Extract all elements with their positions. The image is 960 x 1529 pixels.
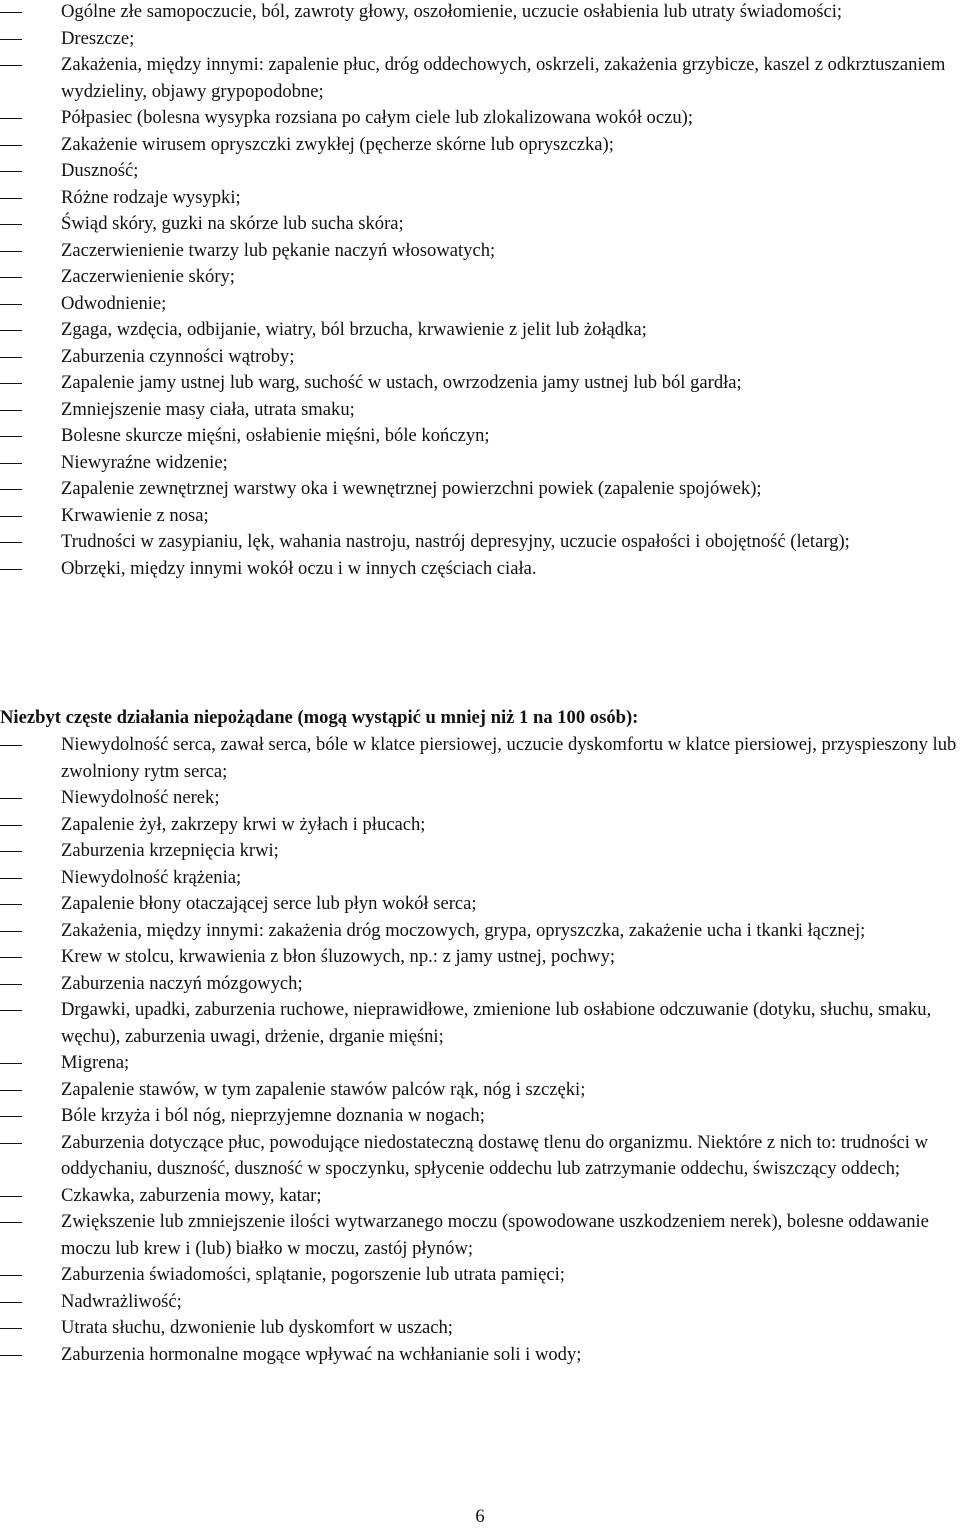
list-item-text: Utrata słuchu, dzwonienie lub dyskomfort w uszach; bbox=[61, 1317, 453, 1338]
side-effects-list-uncommon bbox=[0, 732, 960, 1368]
list-item bbox=[0, 1315, 960, 1342]
list-item bbox=[0, 397, 960, 424]
list-item bbox=[0, 52, 960, 105]
list-item bbox=[0, 1342, 960, 1369]
list-item bbox=[0, 185, 960, 212]
list-item bbox=[0, 1077, 960, 1104]
list-item bbox=[0, 1050, 960, 1077]
dash-bullet-icon bbox=[0, 1275, 22, 1276]
page-number: 6 bbox=[475, 1506, 485, 1527]
dash-bullet-icon bbox=[0, 410, 22, 411]
list-item bbox=[0, 1103, 960, 1130]
list-item-text: Różne rodzaje wysypki; bbox=[61, 186, 241, 208]
list-item bbox=[0, 891, 960, 918]
list-item bbox=[0, 812, 960, 839]
list-item-text: Niewyraźne widzenie; bbox=[61, 451, 228, 473]
list-item-text: Zaburzenia hormonalne mogące wpływać na wchłanianie soli i wody; bbox=[61, 1343, 582, 1365]
dash-bullet-icon bbox=[0, 1222, 22, 1223]
dash-bullet-icon bbox=[0, 39, 22, 40]
list-item-text: Bóle krzyża i ból nóg, nieprzyjemne doznania w nogach; bbox=[61, 1105, 485, 1126]
list-item-text: Bolesne skurcze mięśni, osłabienie mięśni, bóle kończyn; bbox=[61, 425, 490, 446]
list-item-text: Niewydolność krążenia; bbox=[61, 866, 242, 888]
list-item bbox=[0, 1130, 960, 1183]
list-item bbox=[0, 317, 960, 344]
list-item bbox=[0, 997, 960, 1050]
list-item bbox=[0, 785, 960, 812]
list-item-text: Zakażenie wirusem opryszczki zwykłej (pęcherze skórne lub opryszczka); bbox=[61, 133, 614, 155]
list-item bbox=[0, 1209, 960, 1262]
dash-bullet-icon bbox=[0, 357, 22, 358]
list-item bbox=[0, 105, 960, 132]
dash-bullet-icon bbox=[0, 198, 22, 199]
dash-bullet-icon bbox=[0, 825, 22, 826]
dash-bullet-icon bbox=[0, 251, 22, 252]
list-item bbox=[0, 503, 960, 530]
list-item bbox=[0, 211, 960, 238]
list-item-text: Zaburzenia krzepnięcia krwi; bbox=[61, 840, 279, 861]
list-item bbox=[0, 918, 960, 945]
list-item bbox=[0, 556, 960, 583]
dash-bullet-icon bbox=[0, 984, 22, 985]
dash-bullet-icon bbox=[0, 383, 22, 384]
list-item-text: Trudności w zasypianiu, lęk, wahania nastroju, nastrój depresyjny, uczucie ospałości i obojętność (letarg); bbox=[61, 531, 850, 552]
dash-bullet-icon bbox=[0, 569, 22, 570]
dash-bullet-icon bbox=[0, 171, 22, 172]
dash-bullet-icon bbox=[0, 65, 22, 66]
dash-bullet-icon bbox=[0, 931, 22, 932]
dash-bullet-icon bbox=[0, 516, 22, 517]
list-item-text: Zaczerwienienie twarzy lub pękanie naczyń włosowatych; bbox=[61, 239, 496, 261]
list-item-text: Zakażenia, między innymi: zakażenia dróg moczowych, grypa, opryszczka, zakażenie ucha i tkanki łącznej; bbox=[61, 919, 866, 941]
list-item-text: Zapalenie stawów, w tym zapalenie stawów palców rąk, nóg i szczęki; bbox=[61, 1078, 586, 1100]
dash-bullet-icon bbox=[0, 330, 22, 331]
dash-bullet-icon bbox=[0, 798, 22, 799]
list-item bbox=[0, 0, 960, 26]
dash-bullet-icon bbox=[0, 745, 22, 746]
dash-bullet-icon bbox=[0, 1063, 22, 1064]
side-effects-list-common bbox=[0, 0, 960, 582]
dash-bullet-icon bbox=[0, 1143, 22, 1144]
dash-bullet-icon bbox=[0, 489, 22, 490]
dash-bullet-icon bbox=[0, 12, 22, 13]
dash-bullet-icon bbox=[0, 145, 22, 146]
list-item bbox=[0, 132, 960, 159]
list-item-text: Zaburzenia naczyń mózgowych; bbox=[61, 972, 303, 994]
list-item bbox=[0, 838, 960, 865]
list-item-text: Zaburzenia dotyczące płuc, powodujące niedostateczną dostawę tlenu do organizmu. Niektóre z nich to: trudności w oddychaniu, duszność, duszność w spoczynku, spłycenie oddechu lub zatrzymanie oddechu, świszczący oddech; bbox=[61, 1131, 929, 1179]
dash-bullet-icon bbox=[0, 277, 22, 278]
list-item bbox=[0, 26, 960, 53]
list-item-text: Zapalenie żył, zakrzepy krwi w żyłach i płucach; bbox=[61, 813, 426, 835]
list-item bbox=[0, 1262, 960, 1289]
list-item bbox=[0, 423, 960, 450]
list-item-text: Świąd skóry, guzki na skórze lub sucha skóra; bbox=[61, 213, 404, 234]
list-item-text: Ogólne złe samopoczucie, ból, zawroty głowy, oszołomienie, uczucie osłabienia lub utraty świadomości; bbox=[61, 1, 843, 22]
list-item bbox=[0, 264, 960, 291]
section-heading-uncommon: Niezbyt częste działania niepożądane (mogą wystąpić u mniej niż 1 na 100 osób): bbox=[0, 707, 639, 728]
list-item-text: Zaburzenia świadomości, splątanie, pogorszenie lub utrata pamięci; bbox=[61, 1264, 565, 1285]
list-item-text: Obrzęki, między innymi wokół oczu i w innych częściach ciała. bbox=[61, 557, 537, 579]
list-item bbox=[0, 529, 960, 556]
list-item-text: Zmniejszenie masy ciała, utrata smaku; bbox=[61, 398, 355, 420]
dash-bullet-icon bbox=[0, 1302, 22, 1303]
list-item-text: Dreszcze; bbox=[61, 27, 135, 49]
list-item bbox=[0, 158, 960, 185]
dash-bullet-icon bbox=[0, 851, 22, 852]
list-item-text: Zgaga, wzdęcia, odbijanie, wiatry, ból brzucha, krwawienie z jelit lub żołądka; bbox=[61, 319, 647, 340]
list-item bbox=[0, 238, 960, 265]
list-item bbox=[0, 732, 960, 785]
dash-bullet-icon bbox=[0, 542, 22, 543]
list-item bbox=[0, 1183, 960, 1210]
list-item-text: Czkawka, zaburzenia mowy, katar; bbox=[61, 1184, 322, 1206]
list-item bbox=[0, 865, 960, 892]
list-item bbox=[0, 291, 960, 318]
list-item-text: Zwiększenie lub zmniejszenie ilości wytwarzanego moczu (spowodowane uszkodzeniem nerek), bolesne oddawanie moczu lub krew i (lub) białko w moczu, zastój płynów; bbox=[61, 1211, 929, 1259]
list-item-text: Zakażenia, między innymi: zapalenie płuc, dróg oddechowych, oskrzeli, zakażenia grzybicze, kaszel z odkrztuszaniem wydzieliny, objawy grypopodobne; bbox=[61, 54, 946, 102]
dash-bullet-icon bbox=[0, 1328, 22, 1329]
list-item-text: Półpasiec (bolesna wysypka rozsiana po całym ciele lub zlokalizowana wokół oczu); bbox=[61, 107, 693, 128]
list-item-text: Niewydolność nerek; bbox=[61, 787, 220, 808]
dash-bullet-icon bbox=[0, 1355, 22, 1356]
list-item bbox=[0, 344, 960, 371]
list-item bbox=[0, 1289, 960, 1316]
list-item-text: Drgawki, upadki, zaburzenia ruchowe, nieprawidłowe, zmienione lub osłabione odczuwanie (dotyku, słuchu, smaku, węchu), zaburzenia uwagi, drżenie, drganie mięśni; bbox=[61, 999, 932, 1047]
list-item-text: Zapalenie zewnętrznej warstwy oka i wewnętrznej powierzchni powiek (zapalenie spojówek); bbox=[61, 478, 762, 499]
list-item-text: Zapalenie błony otaczającej serce lub płyn wokół serca; bbox=[61, 893, 477, 914]
dash-bullet-icon bbox=[0, 304, 22, 305]
dash-bullet-icon bbox=[0, 1010, 22, 1011]
dash-bullet-icon bbox=[0, 1196, 22, 1197]
list-item-text: Odwodnienie; bbox=[61, 292, 167, 314]
list-item bbox=[0, 971, 960, 998]
dash-bullet-icon bbox=[0, 463, 22, 464]
list-item-text: Krwawienie z nosa; bbox=[61, 504, 209, 526]
dash-bullet-icon bbox=[0, 436, 22, 437]
list-item-text: Niewydolność serca, zawał serca, bóle w klatce piersiowej, uczucie dyskomfortu w klatce piersiowej, przyspieszony lub zwolniony rytm serca; bbox=[61, 734, 957, 782]
list-item bbox=[0, 450, 960, 477]
list-item-text: Zapalenie jamy ustnej lub warg, suchość w ustach, owrzodzenia jamy ustnej lub ból gardła; bbox=[61, 372, 742, 393]
list-item bbox=[0, 944, 960, 971]
list-item-text: Duszność; bbox=[61, 160, 139, 181]
list-item bbox=[0, 370, 960, 397]
list-item-text: Migrena; bbox=[61, 1052, 130, 1073]
list-item-text: Nadwrażliwość; bbox=[61, 1290, 182, 1312]
dash-bullet-icon bbox=[0, 1090, 22, 1091]
list-item-text: Krew w stolcu, krwawienia z błon śluzowych, np.: z jamy ustnej, pochwy; bbox=[61, 946, 616, 967]
dash-bullet-icon bbox=[0, 224, 22, 225]
list-item-text: Zaczerwienienie skóry; bbox=[61, 266, 235, 287]
list-item-text: Zaburzenia czynności wątroby; bbox=[61, 345, 295, 367]
dash-bullet-icon bbox=[0, 118, 22, 119]
dash-bullet-icon bbox=[0, 904, 22, 905]
list-item bbox=[0, 476, 960, 503]
dash-bullet-icon bbox=[0, 957, 22, 958]
dash-bullet-icon bbox=[0, 1116, 22, 1117]
dash-bullet-icon bbox=[0, 878, 22, 879]
